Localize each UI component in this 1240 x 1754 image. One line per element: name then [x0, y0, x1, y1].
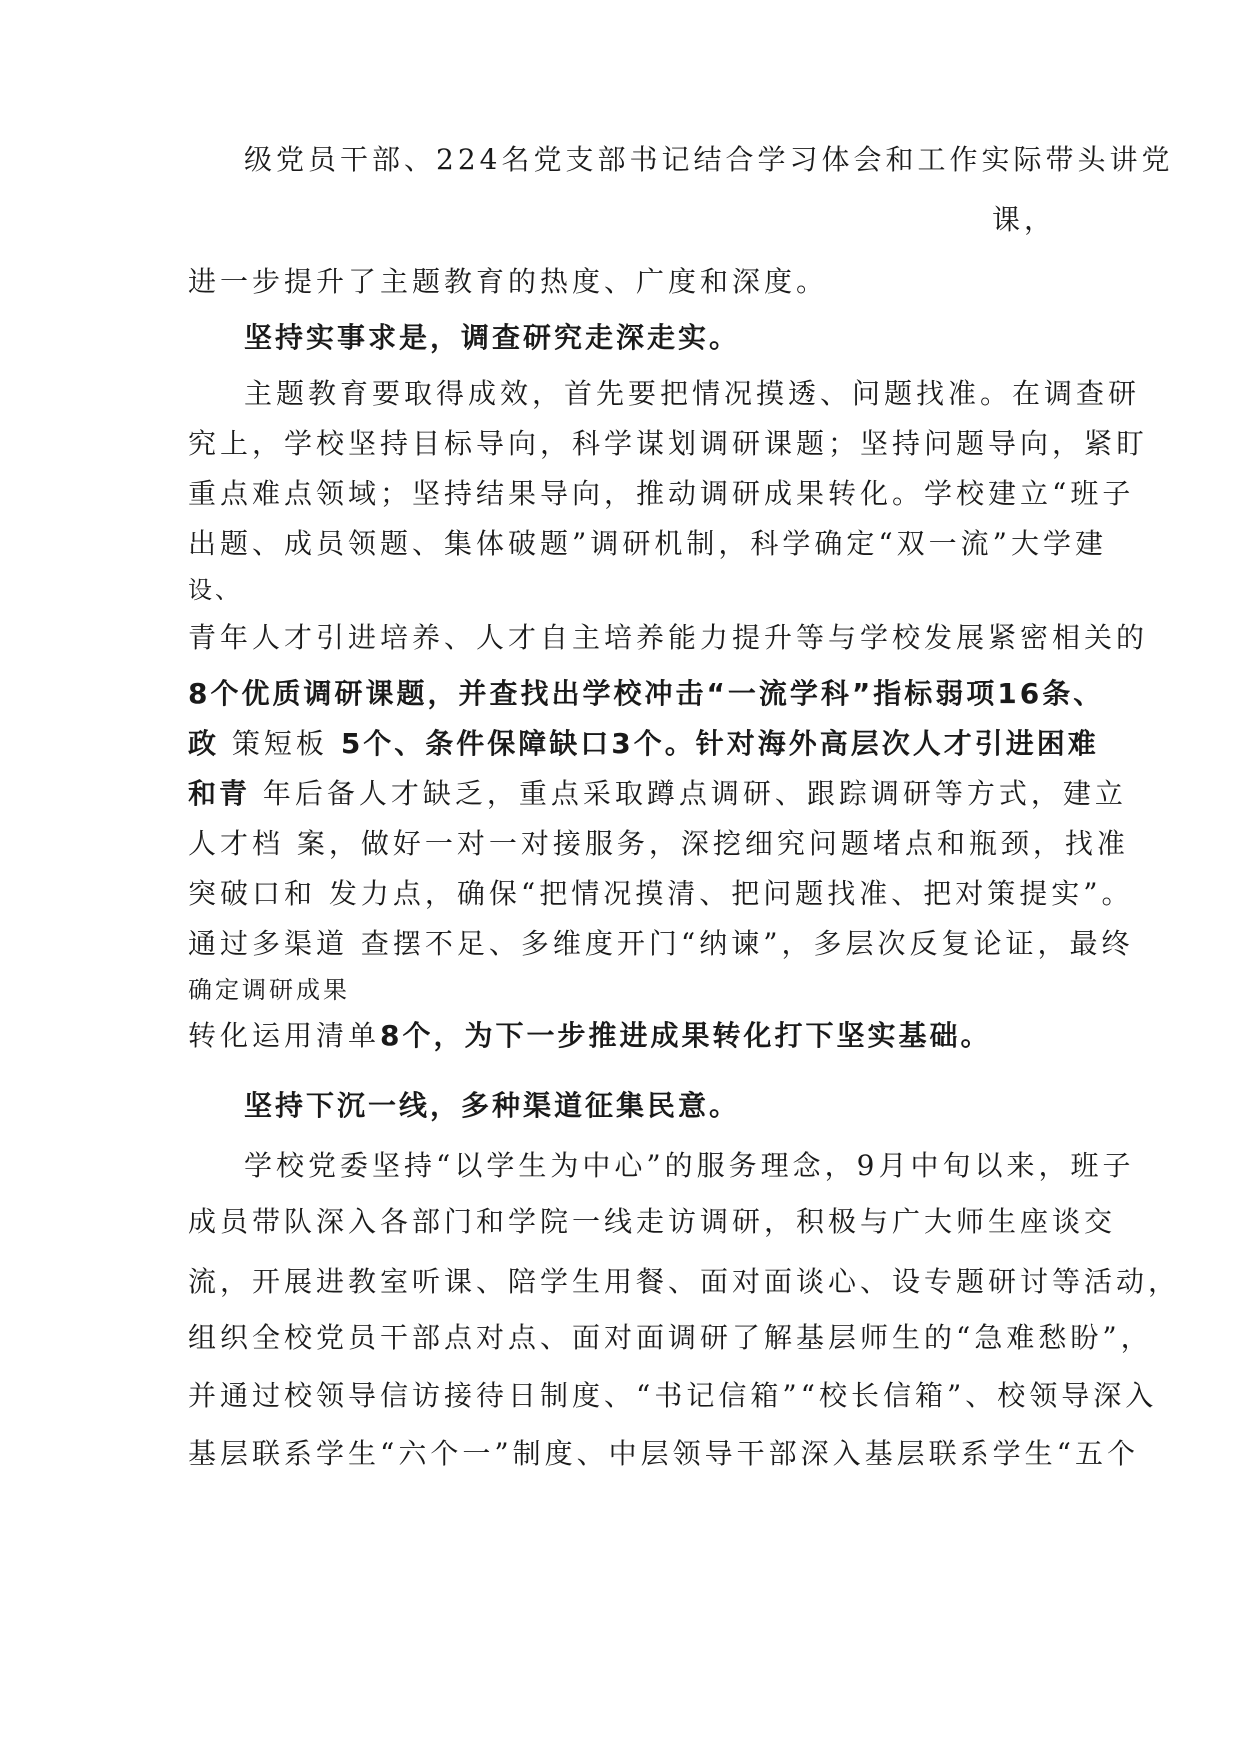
- paragraph-line: 课，: [991, 203, 1056, 236]
- paragraph-line: 主题教育要取得成效，首先要把情况摸透、问题找准。在调查研: [244, 377, 1141, 410]
- paragraph-line-mixed: [188, 1018, 1058, 1054]
- paragraph-line: 确定调研成果: [188, 976, 350, 1004]
- bold-run: 8个，为下一步推进成果转化打下坚实基础。: [380, 1019, 992, 1052]
- section-heading: 坚持下沉一线，多种渠道征集民意。: [244, 1089, 741, 1122]
- paragraph-line: 究上，学校坚持目标导向，科学谋划调研课题；坚持问题导向，紧盯: [188, 427, 1149, 460]
- bold-run: 5个、条件保障缺口3个。针对海外高层次人才引进困难: [340, 727, 1099, 760]
- text-run: 年后备人才缺乏，重点采取蹲点调研、跟踪调研等方式，建立: [250, 777, 1127, 810]
- paragraph-line: 学校党委坚持“以学生为中心”的服务理念，9月中旬以来，班子: [244, 1149, 1135, 1182]
- paragraph-line: 通过多渠道 查摆不足、多维度开门“纳谏”，多层次反复论证，最终: [188, 927, 1134, 960]
- text-run: 策短板: [219, 727, 341, 760]
- bold-run: 和青: [188, 777, 251, 810]
- paragraph-line: 突破口和 发力点，确保“把情况摸清、把问题找准、把对策提实”。: [188, 877, 1134, 910]
- paragraph-line: 设、: [188, 576, 242, 604]
- paragraph-line: 人才档 案，做好一对一对接服务，深挖细究问题堵点和瓶颈，找准: [188, 827, 1129, 860]
- paragraph-line: 并通过校领导信访接待日制度、“书记信箱”“校长信箱”、校领导深入: [188, 1379, 1158, 1412]
- paragraph-line: 重点难点领域；坚持结果导向，推动调研成果转化。学校建立“班子: [188, 477, 1135, 510]
- paragraph-line: 成员带队深入各部门和学院一线走访调研，积极与广大师生座谈交: [188, 1205, 1117, 1238]
- paragraph-line-bold: 8个优质调研课题，并查找出学校冲击“一流学科”指标弱项16条、: [188, 677, 1105, 710]
- paragraph-line-mixed: [188, 776, 1127, 812]
- paragraph-line: 级党员干部、224名党支部书记结合学习体会和工作实际带头讲党: [244, 143, 1174, 176]
- paragraph-line: 进一步提升了主题教育的热度、广度和深度。: [188, 265, 829, 298]
- paragraph-line: 青年人才引进培养、人才自主培养能力提升等与学校发展紧密相关的: [188, 621, 1149, 654]
- paragraph-line: 流，开展进教室听课、陪学生用餐、面对面谈心、设专题研讨等活动，: [188, 1265, 1181, 1298]
- paragraph-line: 基层联系学生“六个一”制度、中层领导干部深入基层联系学生“五个: [188, 1437, 1139, 1470]
- text-run: 转化运用清单: [188, 1019, 381, 1052]
- paragraph-line: 组织全校党员干部点对点、面对面调研了解基层师生的“急难愁盼”，: [188, 1321, 1153, 1354]
- paragraph-line-mixed: [188, 726, 1099, 762]
- bold-run: 政: [188, 727, 220, 760]
- section-heading: 坚持实事求是，调查研究走深走实。: [244, 321, 741, 354]
- paragraph-line: 出题、成员领题、集体破题”调研机制，科学确定“双一流”大学建: [188, 527, 1107, 560]
